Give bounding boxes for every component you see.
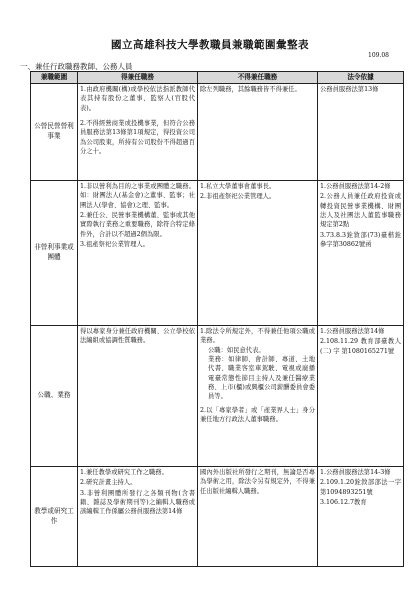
list-item: 3.106.12.7教育 xyxy=(320,498,367,506)
forbidden-text: 1.除法令所規定外，不得兼任他項公職或業務。 xyxy=(200,328,315,345)
allowed-cell xyxy=(78,467,198,567)
list-item: 3.祖產祭祀公業管理人。 xyxy=(80,240,149,248)
forbidden-public-office: 公職：如民意代表。 xyxy=(208,346,265,354)
document-date: 109.08 xyxy=(368,52,389,59)
list-item: 2.公務人員兼任政府投資或轉投資民營事業機構、財團法人及社團法人董監事職務規定第2點 xyxy=(320,193,401,229)
category-label: 教學或研究工作 xyxy=(34,506,74,525)
allowed-cell xyxy=(78,326,198,467)
list-item: 1.由政府機關(構)或學校依法指派教師代表其持有股份之董事、監察人(官股代表)。 xyxy=(80,86,195,112)
legal-cell xyxy=(318,181,404,326)
legal-cell xyxy=(318,467,404,567)
forbidden-text: 國內外出版社所發行之期刊，無論是否專為學術之用，除法令另有規定外，不得兼任出版社編輯人職務。 xyxy=(200,469,315,495)
category-cell xyxy=(31,181,78,326)
list-item: 1.私立大學董事會董事長。 xyxy=(200,183,276,190)
legal-text: 公務員服務法第13條 xyxy=(320,86,379,93)
header-forbidden: 不得兼任職務 xyxy=(198,72,318,84)
list-item: 2.不得經營商業或投機事業，但符合公務員服務法第13條第1項規定，得投資公司為公司股東，所持有公司股份不得超過百分之十。 xyxy=(80,119,195,155)
legal-cell xyxy=(318,326,404,467)
header-allowed: 得兼任職務 xyxy=(78,72,198,84)
category-cell xyxy=(31,326,78,467)
list-item: 1.兼任教學或研究工作之職務。 xyxy=(80,469,168,476)
forbidden-cell xyxy=(198,326,318,467)
page-title: 國立高雄科技大學教職員兼職範圍彙整表 xyxy=(111,39,309,51)
category-cell xyxy=(31,84,78,181)
allowed-cell xyxy=(78,84,198,181)
header-legal-basis: 法令依據 xyxy=(318,72,404,84)
list-item: 1.非以營利為目的之事業或團體之職務。如：財團法人(基金會)之董事、監事；社團法人(學會、協會)之理、監事。 xyxy=(80,183,195,209)
forbidden-text: 2.以「專家學者」或「產業界人士」身分兼任地方行政法人董事職務。 xyxy=(200,406,315,423)
forbidden-cell xyxy=(198,181,318,326)
list-item: 2.研究計畫主持人。 xyxy=(80,479,137,487)
table-header-row xyxy=(31,72,404,84)
table-row xyxy=(31,181,404,326)
forbidden-text: 除左列職務，其餘職務皆不得兼任。 xyxy=(200,86,301,93)
list-item: 2.非祖產祭祀公業管理人。 xyxy=(200,193,276,201)
table-row xyxy=(31,467,404,567)
list-item: 2.108.11.29 教育部臺教人(二) 字 第1080165271號 xyxy=(320,338,401,355)
legal-cell xyxy=(318,84,404,181)
category-label: 公營民營營利事業 xyxy=(34,122,74,140)
list-item: 1.公務員服務法第14條 xyxy=(320,328,385,335)
forbidden-cell xyxy=(198,84,318,181)
category-cell xyxy=(31,467,78,567)
header-scope: 兼職範圍 xyxy=(31,72,78,84)
allowed-cell xyxy=(78,181,198,326)
category-label: 公職、業務 xyxy=(37,391,71,400)
forbidden-business: 業務：如律師、會計師、專道、土地代書、職業客室車駕駛、電視或廣播電臺常態性節目主持人及兼任醫療業務、上市(櫃)或興櫃公司薪酬委員會委員等。 xyxy=(208,355,315,401)
list-item: 1.公務員服務法第14-3條 xyxy=(320,469,391,476)
forbidden-cell xyxy=(198,467,318,567)
table-row xyxy=(31,326,404,467)
allowed-text: 得以專家身分兼任政府機關、公立學校依法編組或協調性質職務。 xyxy=(80,328,195,345)
table-row xyxy=(31,84,404,181)
list-item: 3.73.8.3銓敘部(73)臺楷銓參字第30862號函 xyxy=(320,231,401,248)
list-item: 1.公務員服務法第14-2條 xyxy=(320,183,391,190)
concurrent-duty-table xyxy=(30,71,404,567)
section-heading: 一、兼任行政職務教師、公務人員 xyxy=(20,62,133,71)
list-item: 3.非營利團體所發行之各類刊物(含書籍、雜誌及學術期刊等)之編輯人職務或該編輯工作係屬公務員服務法第14條 xyxy=(80,489,195,516)
list-item: 2.兼任公、民營事業機構董、監事或其他實際執行業務之重要職務，除符合特定條件外，合計以不超過2個為限。 xyxy=(80,211,195,238)
category-label: 非營利事業或團體 xyxy=(34,243,74,261)
list-item: 2.109.1.20銓敘部部法一字第1094893251號 xyxy=(320,479,401,496)
